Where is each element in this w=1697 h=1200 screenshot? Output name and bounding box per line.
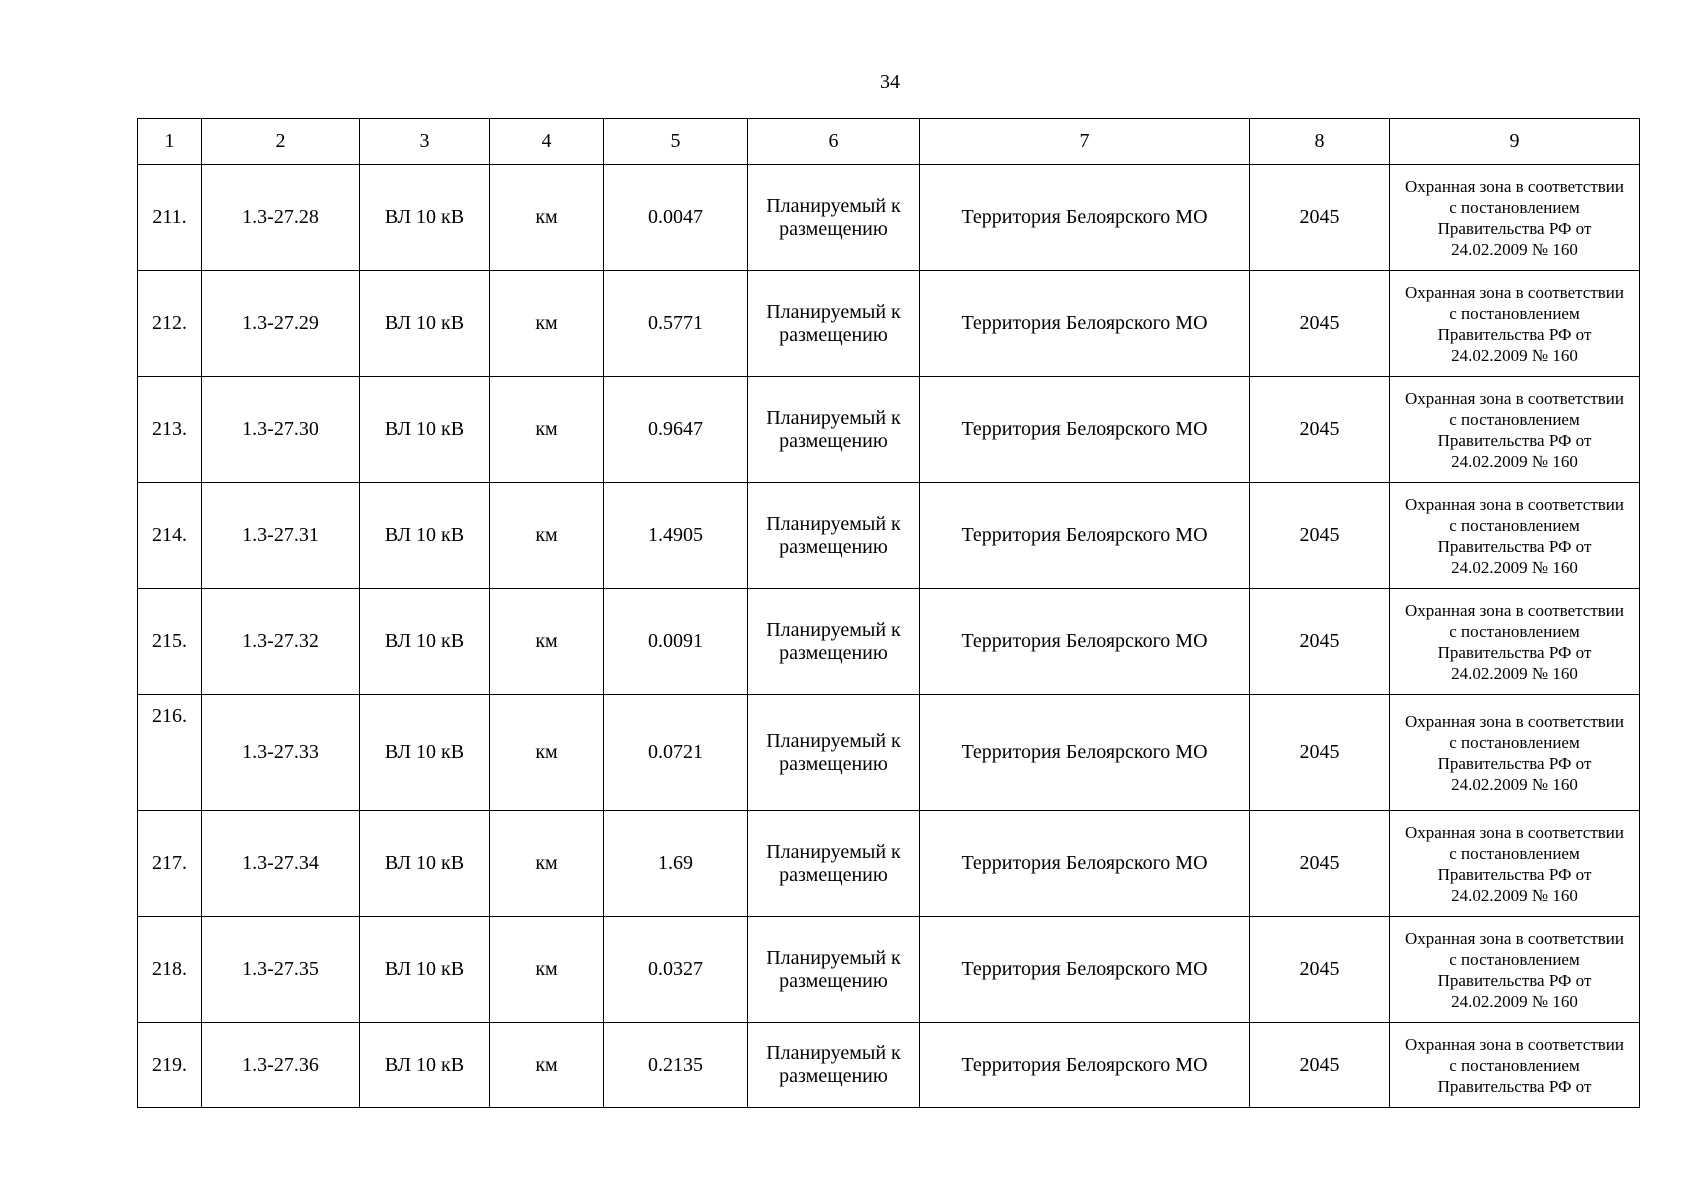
- length-value-cell: 1.4905: [604, 483, 748, 589]
- object-name-cell: ВЛ 10 кВ: [360, 377, 490, 483]
- note-line: 24.02.2009 № 160: [1451, 991, 1578, 1011]
- object-code-cell: 1.3-27.28: [202, 165, 360, 271]
- table-row: [138, 377, 1640, 483]
- status-cell: Планируемый к размещению: [748, 165, 920, 271]
- year-cell: 2045: [1250, 811, 1390, 917]
- status-cell: Планируемый к размещению: [748, 589, 920, 695]
- unit-cell: км: [490, 165, 604, 271]
- page-number: 34: [880, 71, 900, 93]
- object-name-cell: ВЛ 10 кВ: [360, 917, 490, 1023]
- location-cell: Территория Белоярского МО: [920, 1023, 1250, 1108]
- note-line: с постановлением: [1449, 621, 1580, 641]
- note-cell: [1390, 811, 1640, 917]
- year-cell: 2045: [1250, 165, 1390, 271]
- header-cell-9: 9: [1390, 119, 1640, 165]
- location-cell: Территория Белоярского МО: [920, 811, 1250, 917]
- note-line: с постановлением: [1449, 732, 1580, 752]
- location-cell: Территория Белоярского МО: [920, 589, 1250, 695]
- note-line: Правительства РФ от: [1437, 536, 1592, 556]
- note-line: Правительства РФ от: [1437, 1076, 1592, 1096]
- unit-cell: км: [490, 377, 604, 483]
- note-line: Охранная зона в соответствии: [1405, 600, 1624, 620]
- note-line: Правительства РФ от: [1437, 430, 1592, 450]
- note-line: Охранная зона в соответствии: [1405, 282, 1624, 302]
- length-value-cell: 0.0327: [604, 917, 748, 1023]
- status-cell: Планируемый к размещению: [748, 695, 920, 811]
- note-cell: [1390, 1023, 1640, 1108]
- unit-cell: км: [490, 811, 604, 917]
- header-cell-3: 3: [360, 119, 490, 165]
- length-value-cell: 0.0047: [604, 165, 748, 271]
- header-cell-5: 5: [604, 119, 748, 165]
- object-name-cell: ВЛ 10 кВ: [360, 165, 490, 271]
- object-code-cell: 1.3-27.34: [202, 811, 360, 917]
- row-number-cell: 218.: [138, 917, 202, 1023]
- note-line: Правительства РФ от: [1437, 324, 1592, 344]
- note-line: Охранная зона в соответствии: [1405, 176, 1624, 196]
- object-code-cell: 1.3-27.32: [202, 589, 360, 695]
- year-cell: 2045: [1250, 377, 1390, 483]
- year-cell: 2045: [1250, 917, 1390, 1023]
- object-name-cell: ВЛ 10 кВ: [360, 1023, 490, 1108]
- location-cell: Территория Белоярского МО: [920, 377, 1250, 483]
- note-line: Правительства РФ от: [1437, 642, 1592, 662]
- header-cell-8: 8: [1250, 119, 1390, 165]
- table-row: [138, 1023, 1640, 1108]
- length-value-cell: 0.5771: [604, 271, 748, 377]
- planned-objects-table: [137, 118, 1640, 1108]
- unit-cell: км: [490, 695, 604, 811]
- year-cell: 2045: [1250, 695, 1390, 811]
- unit-cell: км: [490, 917, 604, 1023]
- note-cell: [1390, 165, 1640, 271]
- object-name-cell: ВЛ 10 кВ: [360, 271, 490, 377]
- location-cell: Территория Белоярского МО: [920, 271, 1250, 377]
- note-line: с постановлением: [1449, 949, 1580, 969]
- object-code-cell: 1.3-27.31: [202, 483, 360, 589]
- note-cell: [1390, 589, 1640, 695]
- unit-cell: км: [490, 483, 604, 589]
- location-cell: Территория Белоярского МО: [920, 483, 1250, 589]
- row-number-cell: 214.: [138, 483, 202, 589]
- object-name-cell: ВЛ 10 кВ: [360, 695, 490, 811]
- note-line: Охранная зона в соответствии: [1405, 1034, 1624, 1054]
- table-row: [138, 165, 1640, 271]
- status-cell: Планируемый к размещению: [748, 483, 920, 589]
- status-cell: Планируемый к размещению: [748, 271, 920, 377]
- header-row: [138, 119, 1640, 165]
- table-body: [138, 119, 1640, 1108]
- note-line: 24.02.2009 № 160: [1451, 885, 1578, 905]
- location-cell: Территория Белоярского МО: [920, 165, 1250, 271]
- note-line: Правительства РФ от: [1437, 970, 1592, 990]
- object-name-cell: ВЛ 10 кВ: [360, 589, 490, 695]
- header-cell-7: 7: [920, 119, 1250, 165]
- year-cell: 2045: [1250, 271, 1390, 377]
- header-cell-6: 6: [748, 119, 920, 165]
- object-name-cell: ВЛ 10 кВ: [360, 811, 490, 917]
- year-cell: 2045: [1250, 589, 1390, 695]
- note-line: с постановлением: [1449, 303, 1580, 323]
- row-number-cell: 217.: [138, 811, 202, 917]
- note-line: 24.02.2009 № 160: [1451, 663, 1578, 683]
- note-line: с постановлением: [1449, 409, 1580, 429]
- note-line: Охранная зона в соответствии: [1405, 494, 1624, 514]
- note-line: Охранная зона в соответствии: [1405, 822, 1624, 842]
- note-line: Охранная зона в соответствии: [1405, 928, 1624, 948]
- row-number-cell: 213.: [138, 377, 202, 483]
- year-cell: 2045: [1250, 1023, 1390, 1108]
- row-number-cell: 219.: [138, 1023, 202, 1108]
- row-number-cell: 212.: [138, 271, 202, 377]
- location-cell: Территория Белоярского МО: [920, 695, 1250, 811]
- status-cell: Планируемый к размещению: [748, 377, 920, 483]
- object-code-cell: 1.3-27.30: [202, 377, 360, 483]
- note-line: Охранная зона в соответствии: [1405, 711, 1624, 731]
- note-line: с постановлением: [1449, 843, 1580, 863]
- note-line: 24.02.2009 № 160: [1451, 557, 1578, 577]
- status-cell: Планируемый к размещению: [748, 917, 920, 1023]
- table-row: [138, 589, 1640, 695]
- table-row: [138, 695, 1640, 811]
- status-cell: Планируемый к размещению: [748, 811, 920, 917]
- note-cell: [1390, 917, 1640, 1023]
- location-cell: Территория Белоярского МО: [920, 917, 1250, 1023]
- object-code-cell: 1.3-27.29: [202, 271, 360, 377]
- note-line: 24.02.2009 № 160: [1451, 451, 1578, 471]
- length-value-cell: 0.2135: [604, 1023, 748, 1108]
- row-number-cell: 215.: [138, 589, 202, 695]
- note-cell: [1390, 271, 1640, 377]
- length-value-cell: 1.69: [604, 811, 748, 917]
- row-number-cell: 211.: [138, 165, 202, 271]
- header-cell-1: 1: [138, 119, 202, 165]
- table-row: [138, 271, 1640, 377]
- object-code-cell: 1.3-27.33: [202, 695, 360, 811]
- unit-cell: км: [490, 1023, 604, 1108]
- note-line: Правительства РФ от: [1437, 218, 1592, 238]
- note-line: с постановлением: [1449, 515, 1580, 535]
- unit-cell: км: [490, 271, 604, 377]
- length-value-cell: 0.0091: [604, 589, 748, 695]
- note-line: Правительства РФ от: [1437, 753, 1592, 773]
- note-cell: [1390, 483, 1640, 589]
- year-cell: 2045: [1250, 483, 1390, 589]
- table-row: [138, 917, 1640, 1023]
- length-value-cell: 0.0721: [604, 695, 748, 811]
- header-cell-4: 4: [490, 119, 604, 165]
- note-line: Охранная зона в соответствии: [1405, 388, 1624, 408]
- header-cell-2: 2: [202, 119, 360, 165]
- note-line: с постановлением: [1449, 1055, 1580, 1075]
- object-code-cell: 1.3-27.36: [202, 1023, 360, 1108]
- object-code-cell: 1.3-27.35: [202, 917, 360, 1023]
- row-number-cell: 216.: [138, 695, 202, 811]
- note-line: 24.02.2009 № 160: [1451, 774, 1578, 794]
- note-cell: [1390, 377, 1640, 483]
- object-name-cell: ВЛ 10 кВ: [360, 483, 490, 589]
- note-cell: [1390, 695, 1640, 811]
- note-line: 24.02.2009 № 160: [1451, 239, 1578, 259]
- length-value-cell: 0.9647: [604, 377, 748, 483]
- note-line: 24.02.2009 № 160: [1451, 345, 1578, 365]
- table-row: [138, 483, 1640, 589]
- note-line: с постановлением: [1449, 197, 1580, 217]
- table-row: [138, 811, 1640, 917]
- status-cell: Планируемый к размещению: [748, 1023, 920, 1108]
- note-line: Правительства РФ от: [1437, 864, 1592, 884]
- unit-cell: км: [490, 589, 604, 695]
